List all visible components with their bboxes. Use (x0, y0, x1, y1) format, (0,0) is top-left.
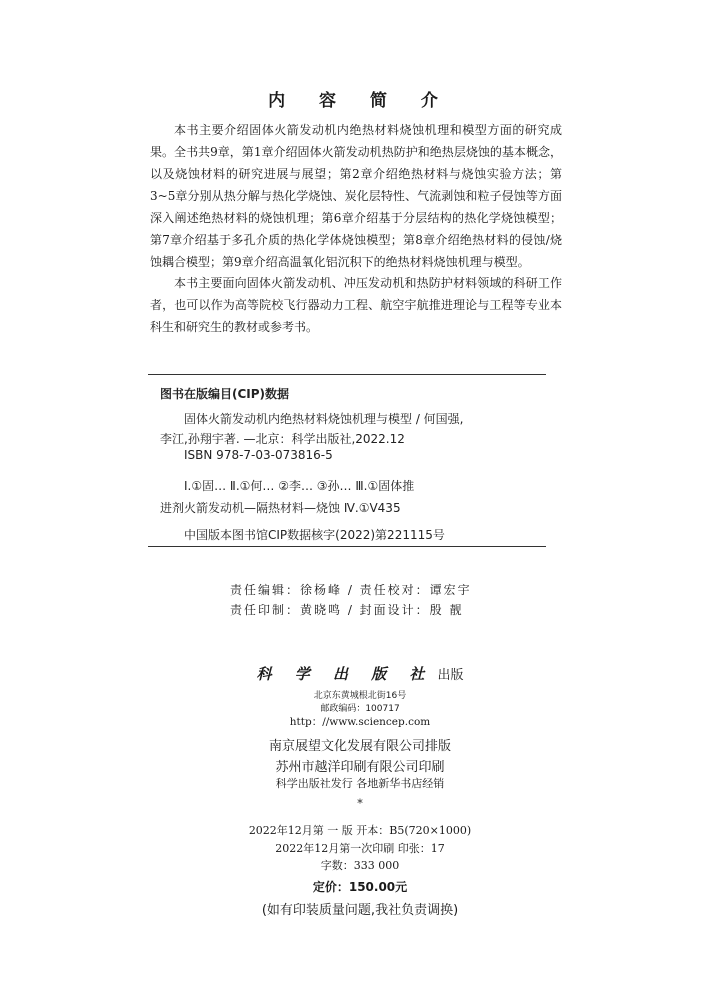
credits-printing-cover: 责任印制：黄晓鸣 / 封面设计：殷 靓 (230, 603, 464, 617)
quality-note: (如有印装质量问题,我社负责调换) (261, 903, 459, 918)
publisher-imprint (0, 663, 720, 684)
impression-info: 2022年12月第一次印刷 印张：17 (275, 842, 445, 855)
publisher-website: http：//www.sciencep.com (289, 716, 431, 728)
typesetting-info: 南京展望文化发展有限公司排版 (268, 739, 451, 754)
publisher-logo: 科 学 出 版 社 (256, 665, 434, 683)
cip-author-line: 李江,孙翔宇著. —北京：科学出版社,2022.12 (160, 432, 405, 446)
summary-title: 内 容 简 介 (268, 91, 452, 111)
cip-heading: 图书在版编目(CIP)数据 (160, 387, 290, 401)
publisher-suffix: 出版 (437, 668, 464, 683)
publisher-address: 北京东黄城根北街16号 (313, 691, 407, 701)
summary-paragraph-2: 本书主要面向固体火箭发动机、冲压发动机和热防护材料领域的科研工作者，也可以作为高等院校飞行器动力工程、航空宇航推进理论与工程等专业本科生和研究生的教材或参考书。 (150, 276, 562, 334)
price: 定价：150.00元 (312, 880, 408, 894)
printing-info: 苏州市越洋印刷有限公司印刷 (275, 760, 445, 775)
summary-paragraph-1: 本书主要介绍固体火箭发动机内绝热材料烧蚀机理和模型方面的研究成果。全书共9章，第1章介绍固体火箭发动机热防护和绝热层烧蚀的基本概念，以及烧蚀材料的研究进展与展望；第2章介绍绝热材料与烧蚀实验方法；第3~5章分别从热分解与热化学烧蚀、炭化层特性、气流剥蚀和粒子侵蚀等方面深入阐述绝热材料的烧蚀机理；第6章介绍基于分层结构的热化学烧蚀模型；第7章介绍基于多孔介质的热化学体烧蚀模型；第8章介绍绝热材料的侵蚀/烧蚀耦合模型；第9章介绍高温氧化铝沉积下的绝热材料烧蚀机理与模型。 (150, 123, 562, 269)
edition-info: 2022年12月第 一 版 开本：B5(720×1000) (248, 824, 472, 837)
cip-title-line: 固体火箭发动机内绝热材料烧蚀机理与模型 / 何国强, (184, 412, 464, 426)
publisher-postcode: 邮政编码：100717 (320, 704, 400, 714)
cip-isbn: ISBN 978-7-03-073816-5 (184, 448, 333, 462)
divider-top (148, 374, 546, 375)
cip-classification-2: 进剂火箭发动机—隔热材料—烧蚀 Ⅳ.①V435 (160, 501, 401, 515)
cip-record-number: 中国版本图书馆CIP数据核字(2022)第221115号 (184, 528, 445, 542)
word-count: 字数：333 000 (320, 859, 400, 872)
separator-star: * (357, 797, 363, 810)
distribution-info: 科学出版社发行 各地新华书店经销 (275, 777, 445, 790)
cip-classification-1: Ⅰ.①固… Ⅱ.①何… ②李… ③孙… Ⅲ.①固体推 (184, 479, 415, 493)
credits-editor-proofreader: 责任编辑：徐杨峰 / 责任校对：谭宏宇 (230, 583, 472, 597)
divider-bottom (148, 546, 546, 547)
